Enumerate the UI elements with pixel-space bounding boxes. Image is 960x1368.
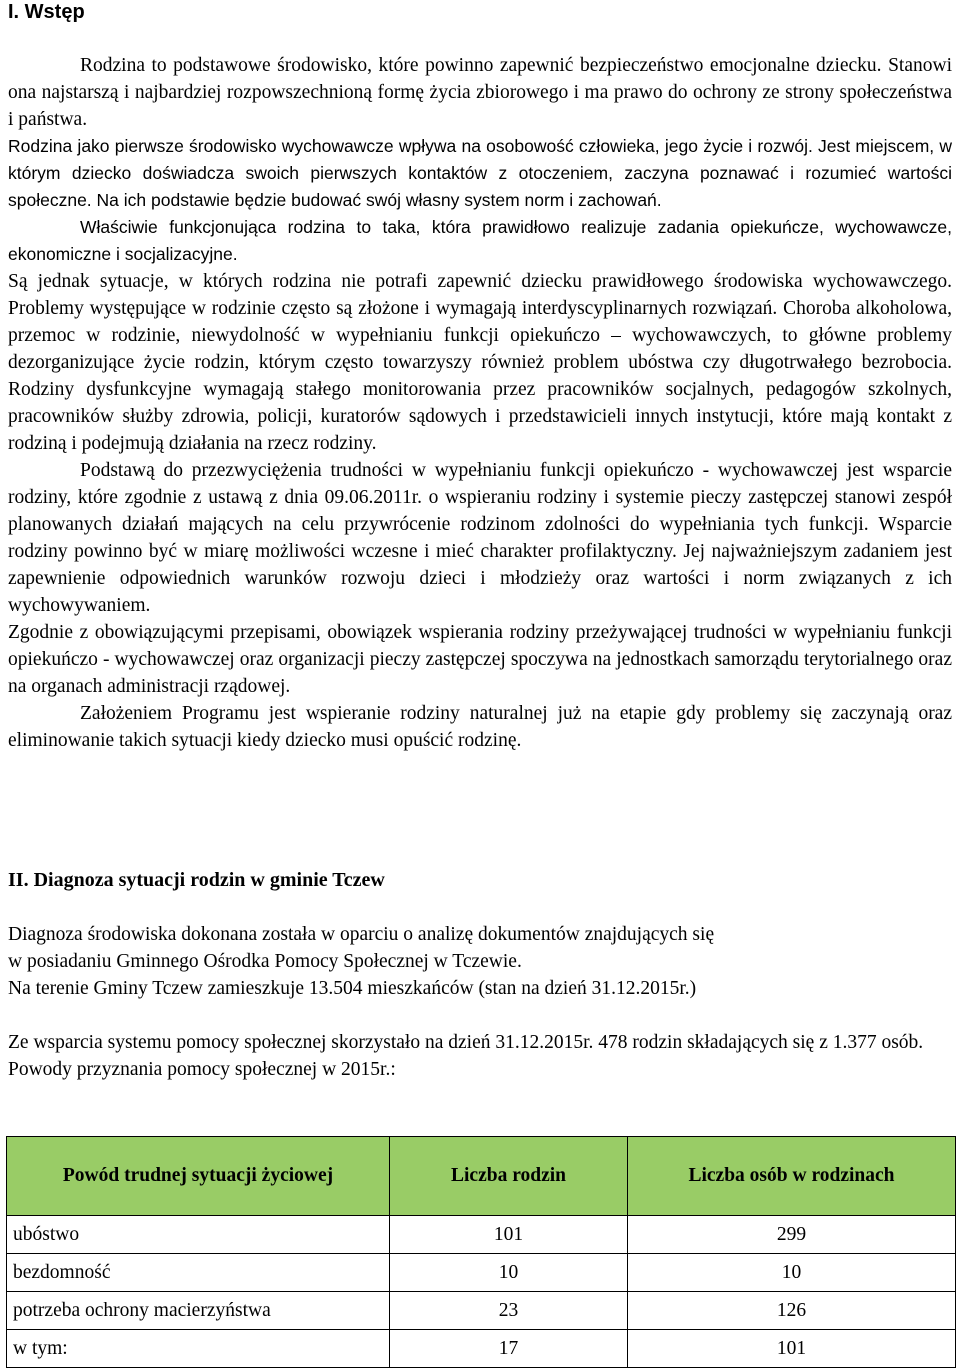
paragraph-dysfunctional-families: Są jednak sytuacje, w których rodzina nie potrafi zapewnić dziecku prawidłowego środowiska wychowawczego. Problemy występujące w rodzinie często są złożone i wymagają interdyscyplinarnych rozwiązań. Choroba alkoholowa, przemoc w rodzinie, niewydolność w wypełnianiu funkcji opiekuńczo – wychowawczych, to główne problemy dezorganizujące życie rodzin, którym często towarzyszy również problem ubóstwa czy długotrwałego bezrobocia. Rodziny dysfunkcyjne wymagają stałego monitorowania przez pracowników socjalnych, pedagogów szkolnych, pracowników służby zdrowia, policji, kuratorów sądowych i przedstawicieli innych instytucji, które mają kontakt z rodziną i podejmują działania na rzecz rodziny. [8,271,952,454]
cell-persons: 126 [628,1292,956,1330]
paragraph-family-support: Podstawą do przezwyciężenia trudności w wypełnianiu funkcji opiekuńczo - wychowawczej jest wsparcie rodziny, które zgodnie z ustawą z dnia 09.06.2011r. o wspieraniu rodziny i systemie pieczy zastępczej stanowi zespół planowanych działań mających na celu przywrócenie rodzinom zdolności do wypełniania tych funkcji. Wsparcie rodziny powinno być w miarę możliwości wczesne i mieć charakter profilaktyczny. Jej najważniejszym zadaniem jest zapewnienie odpowiednich warunków rozwoju dzieci i młodzieży oraz wartości i norm związanych z ich wychowywaniem. [8,460,952,616]
section-2-heading: II. Diagnoza sytuacji rodzin w gminie Tczew [8,869,385,891]
cell-reason: potrzeba ochrony macierzyństwa [7,1292,390,1330]
section-1-body [8,52,952,754]
cell-families: 23 [390,1292,628,1330]
paragraph-legal-obligation: Zgodnie z obowiązującymi przepisami, obowiązek wspierania rodziny przeżywającej trudności w wypełnianiu funkcji opiekuńczo - wychowawczej oraz organizacji pieczy zastępczej spoczywa na jednostkach samorządu terytorialnego oraz na organach administracji rządowej. [8,622,952,697]
table-row [7,1292,956,1330]
paragraph-functional-family: Właściwie funkcjonująca rodzina to taka, która prawidłowo realizuje zadania opiekuńcze, wychowawcze, ekonomiczne i socjalizacyjne. [8,217,952,264]
section-2-diagnosis-text [8,921,952,1002]
header-families: Liczba rodzin [390,1137,628,1216]
cell-families: 101 [390,1216,628,1254]
section-1-heading: I. Wstęp [8,1,85,23]
assistance-reasons-table [6,1136,956,1368]
section-2-support-text [8,1029,952,1083]
table-row [7,1216,956,1254]
support-statistics: Ze wsparcia systemu pomocy społecznej skorzystało na dzień 31.12.2015r. 478 rodzin składających się z 1.377 osób. [8,1032,924,1053]
cell-reason: w tym: [7,1330,390,1368]
table-header-row [7,1137,956,1216]
cell-persons: 10 [628,1254,956,1292]
cell-persons: 101 [628,1330,956,1368]
table-row [7,1330,956,1368]
table-row [7,1254,956,1292]
cell-reason: ubóstwo [7,1216,390,1254]
diagnosis-line: w posiadaniu Gminnego Ośrodka Pomocy Społecznej w Tczewie. [8,951,522,972]
cell-families: 10 [390,1254,628,1292]
diagnosis-line: Na terenie Gminy Tczew zamieszkuje 13.504 mieszkańców (stan na dzień 31.12.2015r.) [8,978,697,999]
header-persons: Liczba osób w rodzinach [628,1137,956,1216]
paragraph-family-definition: Rodzina to podstawowe środowisko, które powinno zapewnić bezpieczeństwo emocjonalne dziecku. Stanowi ona najstarszą i najbardziej rozpowszechnioną formę życia zbiorowego i ma prawo do ochrony ze strony społeczeństwa i państwa. [8,55,952,130]
paragraph-program-assumption: Założeniem Programu jest wspieranie rodziny naturalnej już na etapie gdy problemy się zaczynają oraz eliminowanie takich sytuacji kiedy dziecko musi opuścić rodzinę. [8,703,952,751]
cell-families: 17 [390,1330,628,1368]
cell-reason: bezdomność [7,1254,390,1292]
header-reason: Powód trudnej sytuacji życiowej [7,1137,390,1216]
cell-persons: 299 [628,1216,956,1254]
support-reasons-intro: Powody przyznania pomocy społecznej w 2015r.: [8,1059,396,1080]
paragraph-family-environment: Rodzina jako pierwsze środowisko wychowawcze wpływa na osobowość człowieka, jego życie i rozwój. Jest miejscem, w którym dziecko doświadcza swoich pierwszych kontaktów z otoczeniem, zaczyna poznawać i rozumieć wartości społeczne. Na ich podstawie będzie budować swój własny system norm i zachowań. [8,136,952,210]
diagnosis-line: Diagnoza środowiska dokonana została w oparciu o analizę dokumentów znajdujących się [8,924,715,945]
